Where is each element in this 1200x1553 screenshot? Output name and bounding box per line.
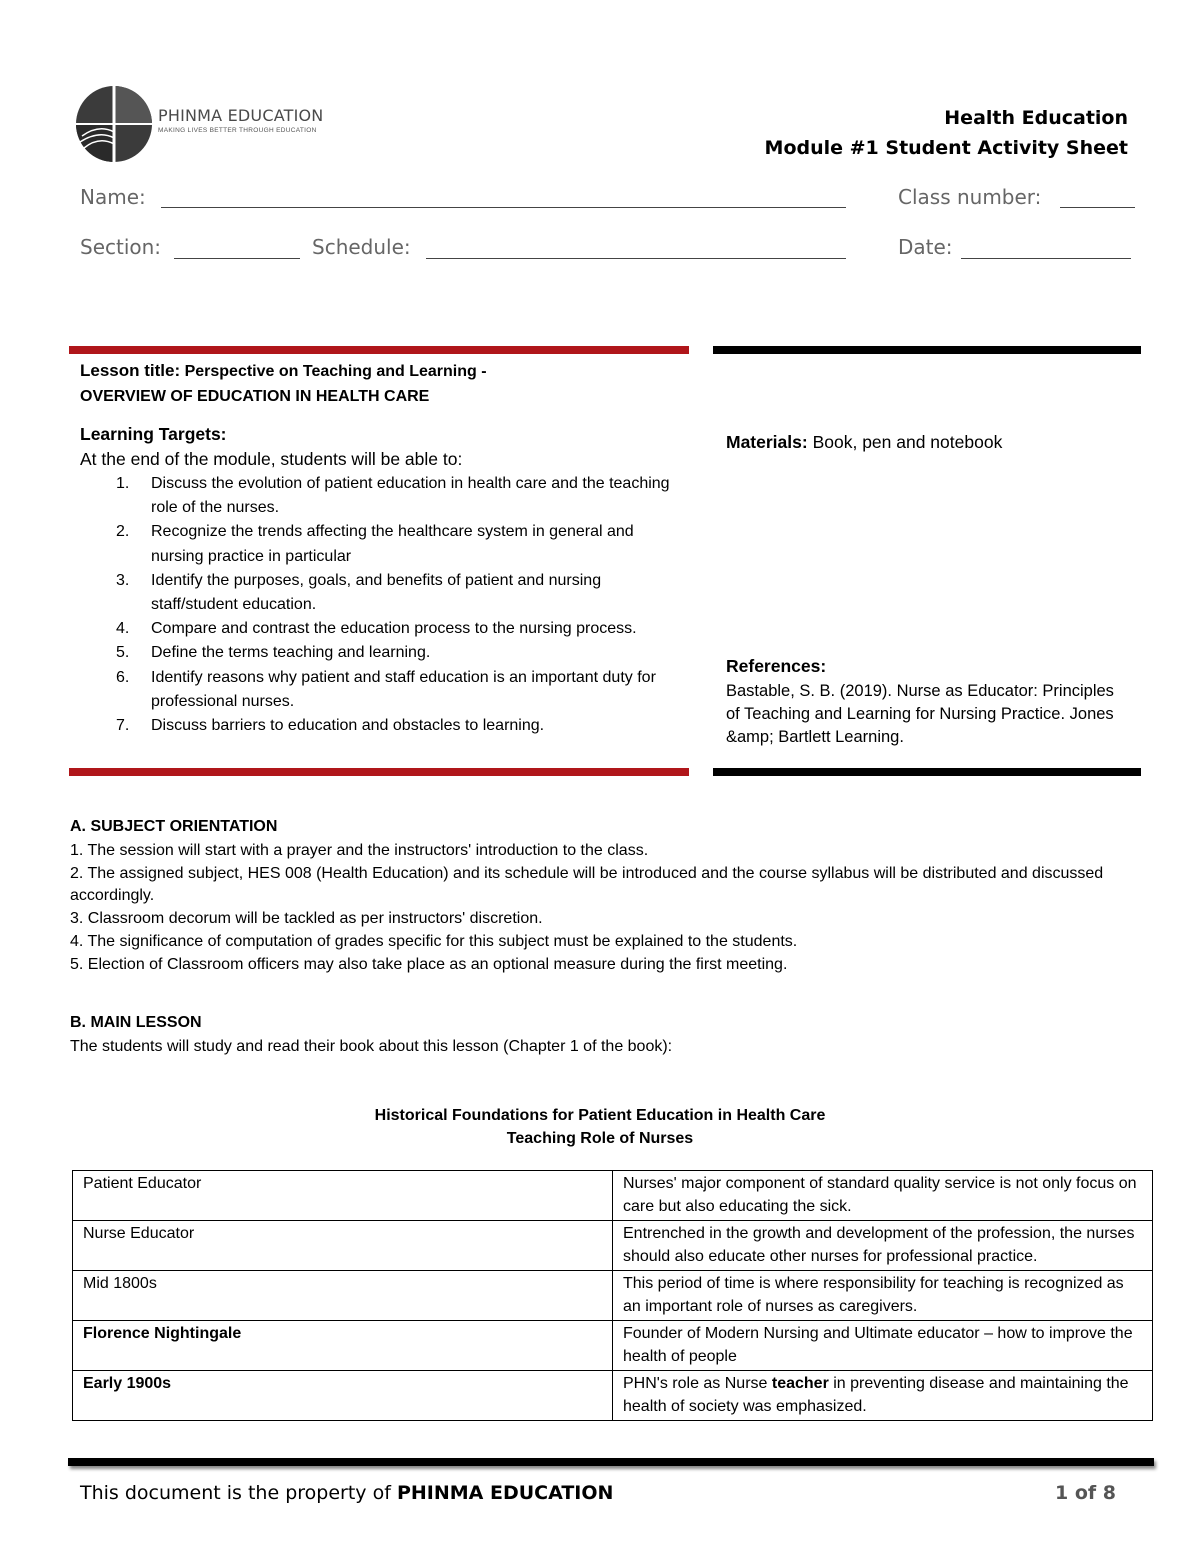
section-a-heading: A. SUBJECT ORIENTATION — [70, 818, 278, 835]
table-row — [73, 1371, 1153, 1421]
lesson-title-text: Perspective on Teaching and Learning - — [184, 363, 487, 380]
sheet-title: Module #1 Student Activity Sheet — [764, 137, 1128, 159]
class-number-field[interactable] — [1060, 207, 1135, 208]
history-table — [72, 1170, 1153, 1421]
table-title: Historical Foundations for Patient Education in Health Care — [374, 1107, 826, 1124]
lesson-title-caps: OVERVIEW OF EDUCATION IN HEALTH CARE — [80, 388, 430, 405]
table-cell-term: Mid 1800s — [73, 1271, 613, 1321]
table-cell-term: Florence Nightingale — [73, 1321, 613, 1371]
learning-targets-intro: At the end of the module, students will be able to: — [80, 449, 463, 469]
materials-bottom-bar — [713, 768, 1141, 776]
list-item: 2. The assigned subject, HES 008 (Health Education) and its schedule will be introduced and the course syllabus will be distributed and discussed accordingly. — [70, 864, 1104, 905]
learning-targets-heading: Learning Targets: — [80, 424, 227, 444]
lesson-title-label: Lesson title: — [80, 361, 181, 380]
footer-text: This document is the property of PHINMA EDUCATION — [80, 1482, 614, 1504]
table-cell-desc: Founder of Modern Nursing and Ultimate educator – how to improve the health of people — [613, 1321, 1153, 1371]
references-text: Bastable, S. B. (2019). Nurse as Educator: Principles of Teaching and Learning for Nursing Practice. Jones &amp; Bartlett Learning. — [726, 682, 1114, 746]
table-cell-desc: Nurses' major component of standard quality service is not only focus on care but also educating the sick. — [613, 1171, 1153, 1221]
footer-owner: PHINMA EDUCATION — [396, 1482, 614, 1504]
materials — [726, 432, 1002, 453]
table-cell-term: Nurse Educator — [73, 1221, 613, 1271]
document-title — [765, 103, 1128, 163]
section-b-intro: The students will study and read their book about this lesson (Chapter 1 of the book): — [70, 1038, 673, 1055]
section-b-heading: B. MAIN LESSON — [70, 1014, 202, 1031]
table-cell-desc: PHN's role as Nurse teacher in preventing disease and maintaining the health of society was emphasized. — [613, 1371, 1153, 1421]
logo-emblem-icon — [74, 84, 164, 164]
table-cell-desc: Entrenched in the growth and development of the profession, the nurses should also educate other nurses for professional practice. — [613, 1221, 1153, 1271]
section-a-body — [70, 840, 1140, 976]
materials-top-bar — [713, 346, 1141, 354]
table-row — [73, 1321, 1153, 1371]
list-item: 4. Compare and contrast the education process to the nursing process. — [116, 620, 637, 638]
date-label: Date: — [898, 235, 953, 259]
materials-text: Book, pen and notebook — [812, 432, 1003, 452]
table-cell-desc: This period of time is where responsibility for teaching is recognized as an important role of nurses as caregivers. — [613, 1271, 1153, 1321]
learning-targets-list — [80, 472, 680, 738]
footer-bar — [68, 1458, 1154, 1466]
list-item: 3. Identify the purposes, goals, and benefits of patient and nursing staff/student education. — [116, 571, 602, 614]
list-item: 4. The significance of computation of grades specific for this subject must be explained to the students. — [70, 932, 798, 950]
class-number-label: Class number: — [898, 185, 1042, 209]
schedule-label: Schedule: — [312, 235, 411, 259]
table-subtitle: Teaching Role of Nurses — [506, 1130, 694, 1147]
name-label: Name: — [80, 185, 146, 209]
logo-name: PHINMA EDUCATION — [158, 106, 324, 125]
subject-title: Health Education — [944, 107, 1128, 129]
lesson-title — [80, 358, 680, 409]
list-item: 1. The session will start with a prayer and the instructors' introduction to the class. — [70, 842, 649, 859]
name-field[interactable] — [161, 207, 846, 208]
schedule-field[interactable] — [426, 258, 846, 259]
logo-tagline: MAKING LIVES BETTER THROUGH EDUCATION — [158, 127, 317, 134]
table-row — [73, 1221, 1153, 1271]
table-row — [73, 1171, 1153, 1221]
section-field[interactable] — [174, 258, 300, 259]
list-item: 7. Discuss barriers to education and obstacles to learning. — [116, 717, 545, 735]
table-row — [73, 1271, 1153, 1321]
list-item: 5. Election of Classroom officers may also take place as an optional measure during the first meeting. — [70, 955, 788, 973]
lesson-top-bar — [69, 346, 689, 354]
list-item: 2. Recognize the trends affecting the healthcare system in general and nursing practice in particular — [116, 523, 634, 565]
references-heading: References: — [726, 656, 827, 676]
list-item: 1. Discuss the evolution of patient education in health care and the teaching role of the nurses. — [116, 475, 670, 517]
list-item: 6. Identify reasons why patient and staff education is an important duty for professional nurses. — [116, 668, 656, 710]
list-item: 5. Define the terms teaching and learning. — [116, 644, 431, 662]
lesson-bottom-bar — [69, 768, 689, 776]
date-field[interactable] — [961, 258, 1131, 259]
materials-label: Materials: — [726, 432, 808, 452]
page-number: 1 of 8 — [1055, 1482, 1116, 1504]
section-label: Section: — [80, 235, 162, 259]
table-cell-term: Patient Educator — [73, 1171, 613, 1221]
table-cell-term: Early 1900s — [73, 1371, 613, 1421]
list-item: 3. Classroom decorum will be tackled as per instructors' discretion. — [70, 910, 543, 928]
